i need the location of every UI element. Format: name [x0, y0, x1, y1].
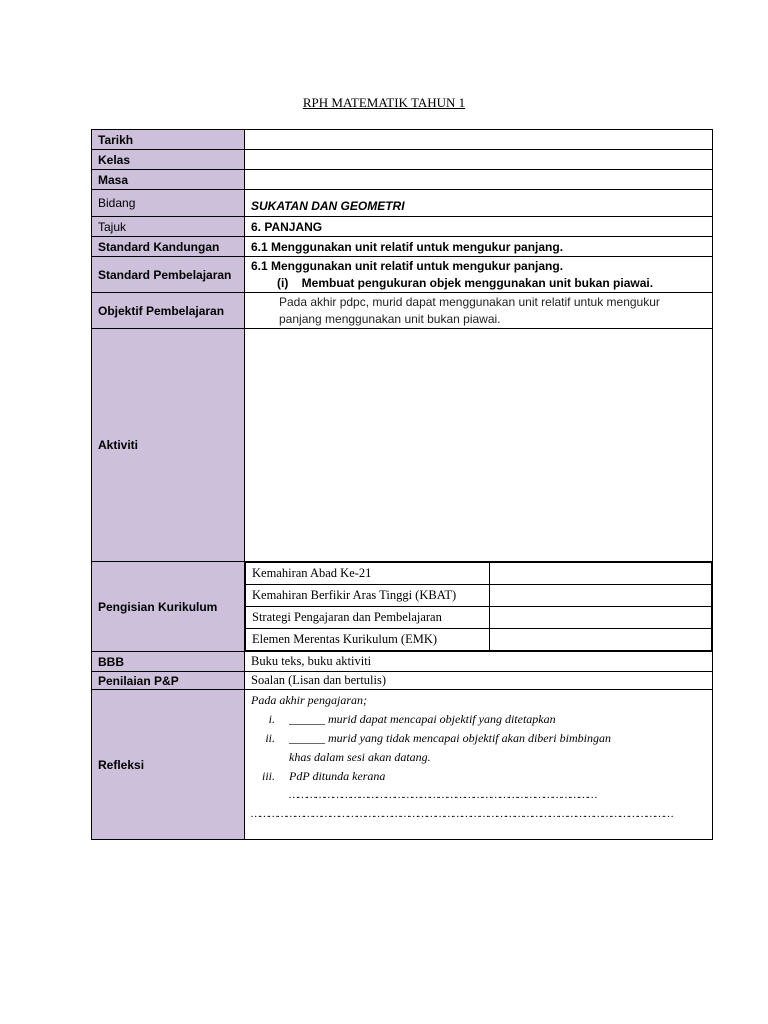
label-bidang: Bidang: [92, 190, 245, 217]
label-masa: Masa: [92, 170, 245, 190]
label-standard-kandungan: Standard Kandungan: [92, 237, 245, 257]
value-kelas[interactable]: [245, 150, 713, 170]
rph-table: [91, 129, 713, 840]
value-objektif: [245, 293, 713, 329]
label-aktiviti: Aktiviti: [92, 329, 245, 562]
pengisian-value-abad21[interactable]: [490, 563, 712, 585]
refleksi-i-num: i.: [268, 712, 275, 726]
pengisian-value-kbat[interactable]: [490, 585, 712, 607]
refleksi-dots-2: ………………………………………………………………………………………………………………………………: [251, 808, 673, 820]
value-bidang: SUKATAN DAN GEOMETRI: [245, 190, 713, 217]
value-tajuk: 6. PANJANG: [245, 217, 713, 237]
row-tajuk: [92, 217, 713, 237]
objektif-line-2: panjang menggunakan unit bukan piawai.: [279, 311, 501, 326]
refleksi-iii-num: iii.: [261, 769, 275, 783]
label-bbb: BBB: [92, 652, 245, 672]
label-refleksi: Refleksi: [92, 690, 245, 840]
row-bidang: [92, 190, 713, 217]
row-pengisian-kurikulum: [92, 562, 713, 652]
refleksi-ii-num: ii.: [265, 731, 275, 745]
value-pengisian-kurikulum: [245, 562, 713, 652]
refleksi-dots-1: ……………………………………………………………………………………………: [289, 789, 597, 801]
row-objektif: [92, 293, 713, 329]
value-penilaian: Soalan (Lisan dan bertulis): [245, 672, 713, 690]
value-standard-kandungan: 6.1 Menggunakan unit relatif untuk mengukur panjang.: [245, 237, 713, 257]
pengisian-item-strategi: Strategi Pengajaran dan Pembelajaran: [246, 607, 490, 629]
row-penilaian: [92, 672, 713, 690]
label-pengisian-kurikulum: Pengisian Kurikulum: [92, 562, 245, 652]
value-refleksi: [245, 690, 713, 840]
label-tarikh: Tarikh: [92, 130, 245, 150]
row-standard-kandungan: [92, 237, 713, 257]
pengisian-subtable: [245, 562, 712, 651]
row-tarikh: [92, 130, 713, 150]
row-standard-pembelajaran: [92, 257, 713, 293]
row-masa: [92, 170, 713, 190]
refleksi-iii-text: PdP ditunda kerana: [289, 769, 386, 783]
row-aktiviti: [92, 329, 713, 562]
label-tajuk: Tajuk: [92, 217, 245, 237]
label-standard-pembelajaran: Standard Pembelajaran: [92, 257, 245, 293]
pengisian-item-emk: Elemen Merentas Kurikulum (EMK): [246, 629, 490, 651]
value-aktiviti[interactable]: [245, 329, 713, 562]
label-kelas: Kelas: [92, 150, 245, 170]
page-title: RPH MATEMATIK TAHUN 1: [302, 95, 466, 110]
pengisian-item-kbat: Kemahiran Berfikir Aras Tinggi (KBAT): [246, 585, 490, 607]
pengisian-value-emk[interactable]: [490, 629, 712, 651]
value-tarikh[interactable]: [245, 130, 713, 150]
refleksi-ii-text: ______ murid yang tidak mencapai objektif akan diberi bimbingan: [289, 731, 611, 745]
value-standard-pembelajaran: [245, 257, 713, 293]
value-masa[interactable]: [245, 170, 713, 190]
refleksi-i-text: ______ murid dapat mencapai objektif yang ditetapkan: [289, 712, 556, 726]
pengisian-item-abad21: Kemahiran Abad Ke-21: [246, 563, 490, 585]
pengisian-value-strategi[interactable]: [490, 607, 712, 629]
label-penilaian: Penilaian P&P: [92, 672, 245, 690]
refleksi-ii-cont: khas dalam sesi akan datang.: [289, 750, 431, 764]
value-bbb: Buku teks, buku aktiviti: [245, 652, 713, 672]
sp-line-1: 6.1 Menggunakan unit relatif untuk mengukur panjang.: [251, 258, 564, 273]
refleksi-intro: Pada akhir pengajaran;: [251, 693, 367, 707]
sp-line-2: (i) Membuat pengukuran objek menggunakan unit bukan piawai.: [277, 275, 654, 290]
row-kelas: [92, 150, 713, 170]
label-objektif: Objektif Pembelajaran: [92, 293, 245, 329]
row-refleksi: [92, 690, 713, 840]
row-bbb: [92, 652, 713, 672]
objektif-line-1: Pada akhir pdpc, murid dapat menggunakan unit relatif untuk mengukur: [279, 294, 660, 309]
